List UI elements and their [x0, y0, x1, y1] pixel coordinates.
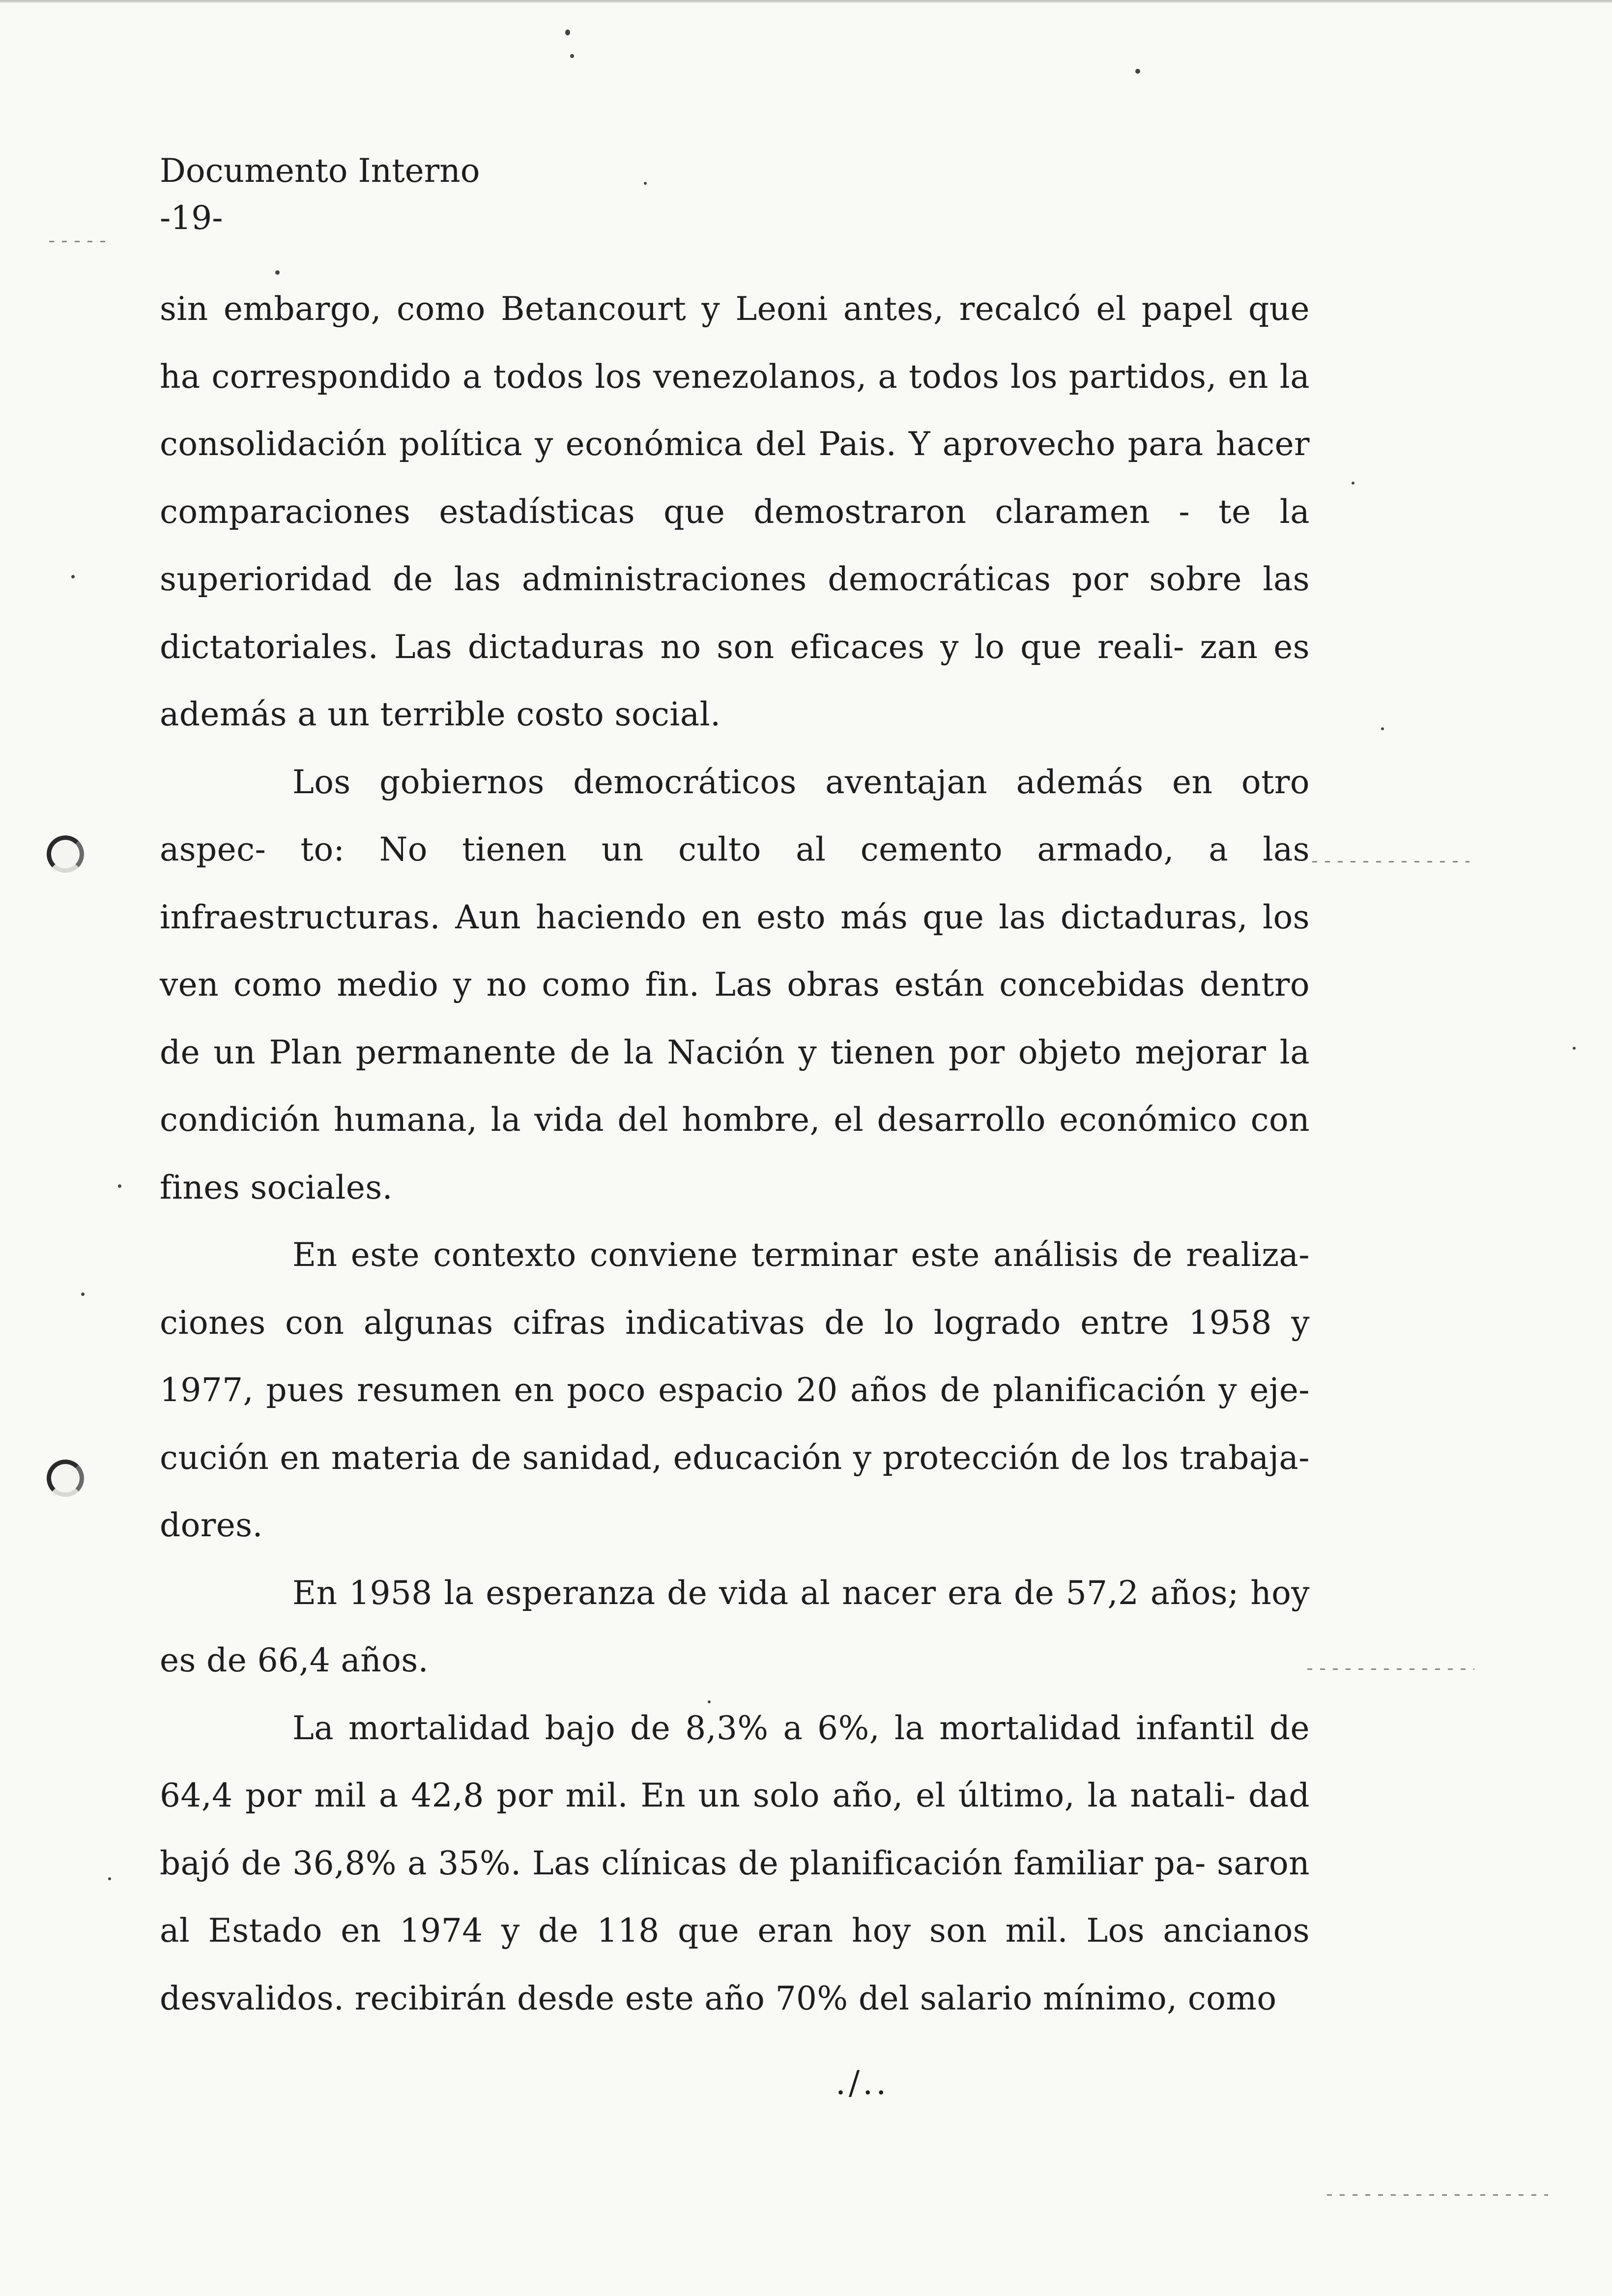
scan-speck — [1381, 727, 1384, 730]
scan-speck — [644, 182, 647, 185]
paragraph-continuation: sin embargo, como Betancourt y Leoni antes, recalcó el papel que ha correspondido a todos los venezolanos, a todos los partidos, en la consolidación política y económica del Pais. Y aprovecho para hacer comparaciones estadísticas que demostraron claramen - te la superioridad de las administraciones democráticas por sobre las dictatoriales. Las dictaduras no son eficaces y lo que reali- zan es además a un terrible costo social. — [160, 290, 1310, 733]
paragraph-democratic-governments: Los gobiernos democráticos aventajan además en otro aspec- to: No tienen un culto al cemento armado, a las infraestructuras. Aun haciendo en esto más que las dictaduras, los ven como medio y no como fin. Las obras están concebidas dentro de un Plan permanente de la Nación y tienen por objeto mejorar la condición humana, la vida del hombre, el desarrollo económico con fines sociales. — [160, 763, 1310, 1206]
punch-hole-upper — [47, 835, 84, 873]
paragraph-mortality: La mortalidad bajo de 8,3% a 6%, la mortalidad infantil de 64,4 por mil a 42,8 por mil. En un solo año, el último, la natali- dad bajó de 36,8% a 35%. Las clínicas de planificación familiar pa- saron al Estado en 1974 y de 118 que eran hoy son mil. Los ancianos desvalidos. recibirán desde este año 70% del salario mínimo, como — [160, 1709, 1310, 2017]
scan-speck — [708, 1700, 711, 1703]
scan-speck — [1352, 482, 1354, 485]
page-top-edge — [0, 0, 1612, 3]
document-label: Documento Interno — [160, 152, 480, 190]
scan-dash-trail — [49, 241, 113, 242]
scan-dash-trail — [1312, 861, 1469, 862]
continuation-mark: ./.. — [835, 2064, 890, 2102]
scan-speck — [1135, 69, 1140, 74]
punch-hole-lower — [47, 1460, 84, 1497]
scan-dash-trail — [1307, 1668, 1474, 1670]
scan-speck — [275, 270, 280, 275]
scan-speck — [570, 54, 574, 58]
scan-speck — [565, 29, 570, 35]
scan-speck — [118, 1184, 121, 1188]
document-header — [160, 147, 480, 242]
scan-speck — [71, 575, 75, 578]
document-body — [160, 275, 1310, 2032]
scan-dash-trail — [1327, 2194, 1548, 2196]
page-number: -19- — [160, 199, 223, 237]
scan-speck — [108, 1877, 111, 1880]
scan-speck — [81, 1292, 85, 1296]
paragraph-life-expectancy: En 1958 la esperanza de vida al nacer era de 57,2 años; hoy es de 66,4 años. — [160, 1574, 1310, 1679]
paragraph-context-figures: En este contexto conviene terminar este análisis de realiza- ciones con algunas cifras indicativas de lo logrado entre 1958 y 1977, pues resumen en poco espacio 20 años de planificación y eje- cución en materia de sanidad, educación y protección de los trabaja- dores. — [160, 1236, 1310, 1544]
scan-speck — [1573, 1047, 1576, 1050]
